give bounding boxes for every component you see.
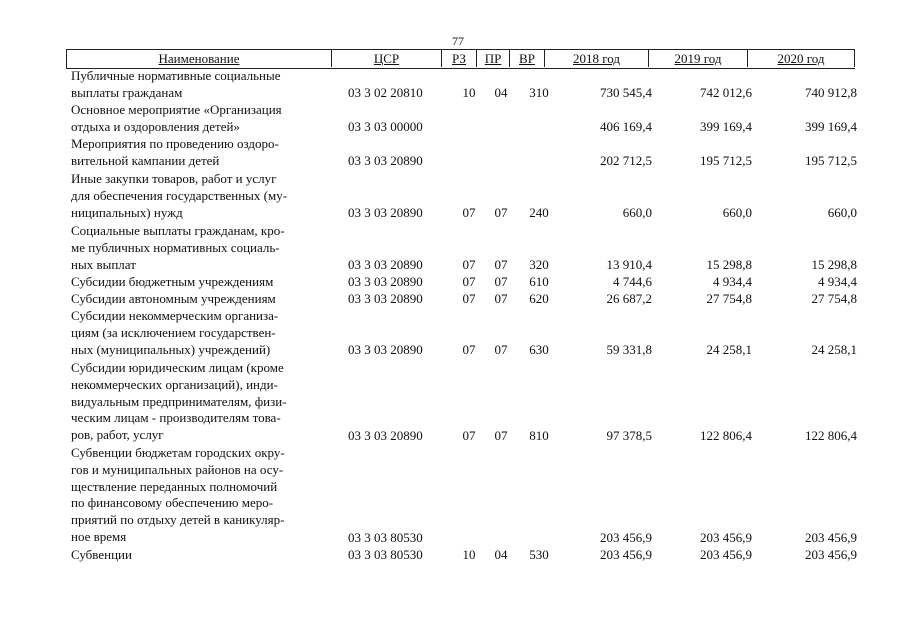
row-pr: 04 bbox=[494, 547, 508, 562]
row-2018: 203 456,9 bbox=[600, 547, 652, 562]
row-name: Субвенции бюджетам городских окру- гов и муниципальных районов на осу- ществление переданных полномочий по финансовому обеспечению меро- приятий по отдыху детей в каникуляр- ное время bbox=[71, 445, 285, 544]
header-2019: 2019 год bbox=[649, 50, 748, 67]
row-pr: 07 bbox=[494, 428, 508, 443]
page-number: 77 bbox=[452, 34, 464, 48]
row-csr: 03 3 03 80530 bbox=[348, 530, 423, 545]
row-name: Мероприятия по проведению оздоро- вительной кампании детей bbox=[71, 136, 279, 168]
header-name: Наименование bbox=[67, 50, 332, 67]
header-rz: РЗ bbox=[442, 50, 477, 67]
row-pr: 07 bbox=[494, 274, 508, 289]
header-2018: 2018 год bbox=[545, 50, 649, 67]
row-rz: 10 bbox=[462, 85, 476, 100]
row-pr: 07 bbox=[494, 291, 508, 306]
row-2018: 13 910,4 bbox=[606, 257, 652, 272]
row-2018: 202 712,5 bbox=[600, 153, 652, 168]
row-2020: 15 298,8 bbox=[811, 257, 857, 272]
row-name: Субсидии некоммерческим организа- циям (за исключением государствен- ных (муниципальных) учреждений) bbox=[71, 308, 279, 357]
row-2020: 27 754,8 bbox=[811, 291, 857, 306]
row-name: Основное мероприятие «Организация отдыха и оздоровления детей» bbox=[71, 102, 282, 134]
row-rz: 10 bbox=[462, 547, 476, 562]
row-csr: 03 3 03 20890 bbox=[348, 153, 423, 168]
row-2020: 24 258,1 bbox=[811, 342, 857, 357]
row-2019: 203 456,9 bbox=[700, 530, 752, 545]
row-vr: 530 bbox=[529, 547, 549, 562]
row-rz: 07 bbox=[462, 291, 476, 306]
header-csr: ЦСР bbox=[332, 50, 442, 67]
row-2018: 730 545,4 bbox=[600, 85, 652, 100]
row-vr: 240 bbox=[529, 205, 549, 220]
row-2018: 59 331,8 bbox=[606, 342, 652, 357]
row-csr: 03 3 03 80530 bbox=[348, 547, 423, 562]
row-pr: 04 bbox=[494, 85, 508, 100]
row-2020: 4 934,4 bbox=[818, 274, 857, 289]
row-2020: 122 806,4 bbox=[805, 428, 857, 443]
row-name: Публичные нормативные социальные выплаты гражданам bbox=[71, 68, 281, 100]
row-name: Иные закупки товаров, работ и услуг для обеспечения государственных (му- ниципальных) нужд bbox=[71, 171, 288, 220]
row-pr: 07 bbox=[494, 342, 508, 357]
row-csr: 03 3 03 20890 bbox=[348, 205, 423, 220]
row-csr: 03 3 03 20890 bbox=[348, 257, 423, 272]
row-name: Субвенции bbox=[71, 547, 132, 562]
row-vr: 620 bbox=[529, 291, 549, 306]
header-2020: 2020 год bbox=[748, 50, 855, 67]
row-rz: 07 bbox=[462, 257, 476, 272]
row-2019: 195 712,5 bbox=[700, 153, 752, 168]
row-2019: 24 258,1 bbox=[706, 342, 752, 357]
row-2018: 26 687,2 bbox=[606, 291, 652, 306]
row-vr: 310 bbox=[529, 85, 549, 100]
row-2018: 203 456,9 bbox=[600, 530, 652, 545]
row-2019: 122 806,4 bbox=[700, 428, 752, 443]
row-name: Социальные выплаты гражданам, кро- ме публичных нормативных социаль- ных выплат bbox=[71, 223, 285, 272]
row-name: Субсидии автономным учреждениям bbox=[71, 291, 276, 306]
row-vr: 810 bbox=[529, 428, 549, 443]
row-2018: 97 378,5 bbox=[606, 428, 652, 443]
row-rz: 07 bbox=[462, 428, 476, 443]
header-vr: ВР bbox=[510, 50, 545, 67]
row-2018: 4 744,6 bbox=[613, 274, 652, 289]
row-2019: 742 012,6 bbox=[700, 85, 752, 100]
header-pr: ПР bbox=[477, 50, 510, 67]
row-vr: 320 bbox=[529, 257, 549, 272]
row-rz: 07 bbox=[462, 274, 476, 289]
row-rz: 07 bbox=[462, 342, 476, 357]
row-csr: 03 3 03 20890 bbox=[348, 342, 423, 357]
row-2019: 4 934,4 bbox=[713, 274, 752, 289]
row-2019: 203 456,9 bbox=[700, 547, 752, 562]
row-2020: 195 712,5 bbox=[805, 153, 857, 168]
row-2020: 203 456,9 bbox=[805, 530, 857, 545]
row-csr: 03 3 03 20890 bbox=[348, 291, 423, 306]
row-pr: 07 bbox=[494, 205, 508, 220]
row-2018: 406 169,4 bbox=[600, 119, 652, 134]
row-2018: 660,0 bbox=[622, 205, 652, 220]
row-2020: 203 456,9 bbox=[805, 547, 857, 562]
row-csr: 03 3 03 20890 bbox=[348, 274, 423, 289]
row-2020: 740 912,8 bbox=[805, 85, 857, 100]
row-2020: 399 169,4 bbox=[805, 119, 857, 134]
row-pr: 07 bbox=[494, 257, 508, 272]
row-2019: 660,0 bbox=[722, 205, 752, 220]
row-rz: 07 bbox=[462, 205, 476, 220]
row-name: Субсидии бюджетным учреждениям bbox=[71, 274, 274, 289]
row-name: Субсидии юридическим лицам (кроме некоммерческих организаций), инди- видуальным предпринимателям, физи- ческим лицам - производителям това- ров, работ, услуг bbox=[71, 360, 287, 443]
row-2020: 660,0 bbox=[827, 205, 857, 220]
row-csr: 03 3 03 20890 bbox=[348, 428, 423, 443]
row-2019: 15 298,8 bbox=[706, 257, 752, 272]
row-csr: 03 3 03 00000 bbox=[348, 119, 423, 134]
row-2019: 27 754,8 bbox=[706, 291, 752, 306]
row-2019: 399 169,4 bbox=[700, 119, 752, 134]
row-csr: 03 3 02 20810 bbox=[348, 85, 423, 100]
row-vr: 630 bbox=[529, 342, 549, 357]
table-header bbox=[66, 49, 855, 69]
row-vr: 610 bbox=[529, 274, 549, 289]
